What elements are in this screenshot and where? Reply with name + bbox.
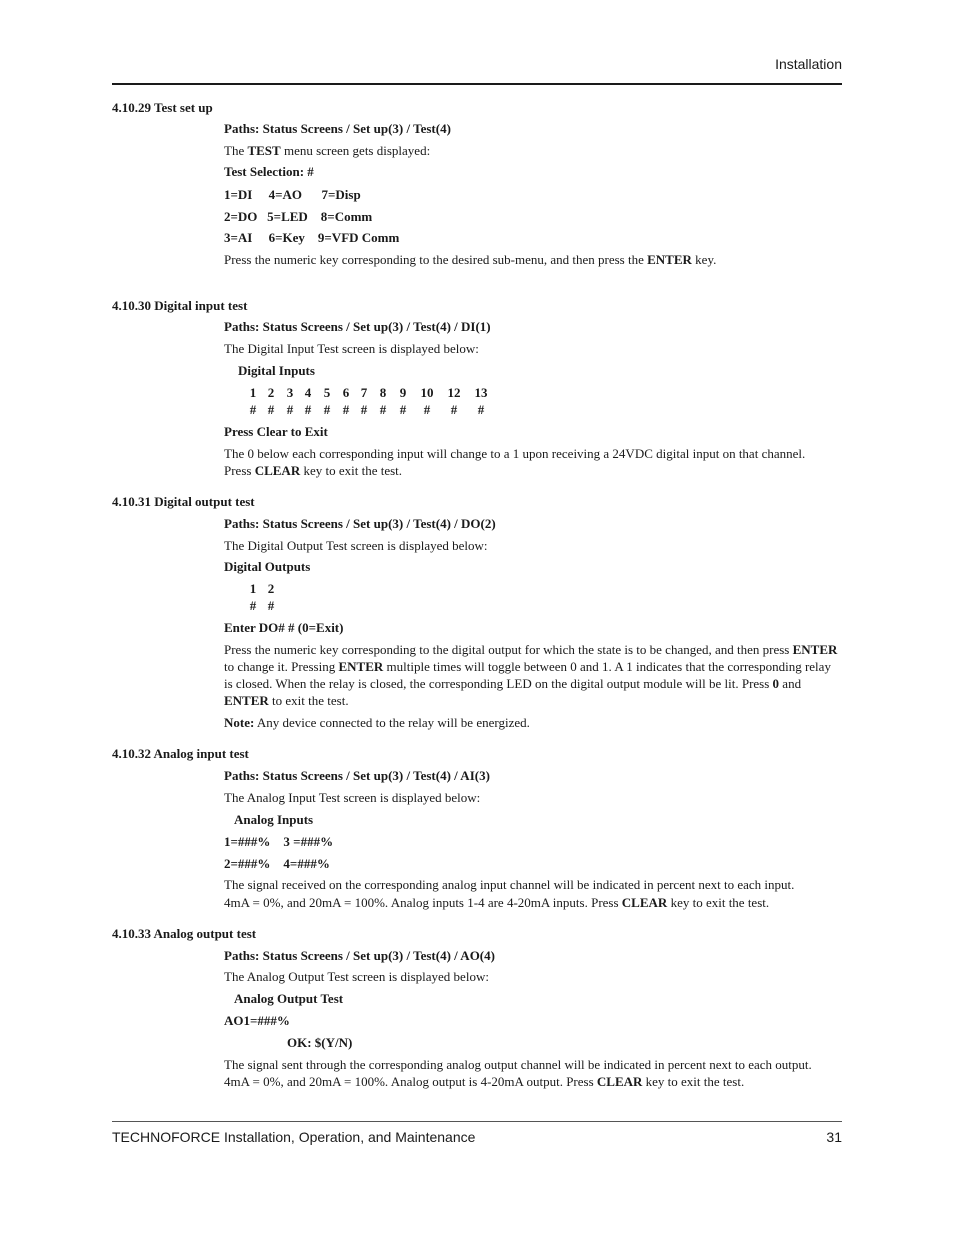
- screen-row: 2=###% 4=###%: [224, 856, 330, 871]
- channel-number: 2: [267, 581, 275, 596]
- menu-path: Paths: Status Screens / Set up(3) / Test(4): [224, 121, 451, 136]
- channel-value: #: [249, 598, 257, 613]
- entry-prompt: Enter DO# # (0=Exit): [224, 620, 344, 635]
- channel-value: #: [360, 402, 368, 417]
- channel-number: 12: [447, 385, 461, 400]
- screen-row: 2=DO 5=LED 8=Comm: [224, 209, 373, 224]
- description: The signal received on the corresponding analog input channel will be indicated in percent next to each input.: [224, 877, 795, 892]
- channel-value: #: [304, 402, 312, 417]
- intro-text: The Analog Input Test screen is displayed below:: [224, 790, 481, 805]
- channel-value: #: [423, 402, 431, 417]
- channel-value: #: [379, 402, 387, 417]
- channel-number-row: [0, 580, 954, 597]
- channel-value: #: [399, 402, 407, 417]
- menu-path: Paths: Status Screens / Set up(3) / Test(4) / DI(1): [224, 319, 491, 334]
- menu-path: Paths: Status Screens / Set up(3) / Test(4) / AI(3): [224, 768, 490, 783]
- description: 4mA = 0%, and 20mA = 100%. Analog inputs 1-4 are 4-20mA inputs. Press CLEAR key to exit the test.: [224, 895, 770, 910]
- description: The signal sent through the corresponding analog output channel will be indicated in percent next to each output.: [224, 1057, 812, 1072]
- channel-number: 4: [304, 385, 312, 400]
- intro-text: The Analog Output Test screen is displayed below:: [224, 969, 489, 984]
- menu-path: Paths: Status Screens / Set up(3) / Test(4) / AO(4): [224, 948, 495, 963]
- description: The 0 below each corresponding input will change to a 1 upon receiving a 24VDC digital input on that channel.: [224, 446, 806, 461]
- section-heading-analog-input-test: 4.10.32 Analog input test: [112, 746, 249, 761]
- channel-value: #: [450, 402, 458, 417]
- channel-number: 9: [399, 385, 407, 400]
- channel-value-row: [0, 401, 954, 418]
- description: Press the numeric key corresponding to the desired sub-menu, and then press the ENTER key.: [224, 252, 717, 267]
- section-heading-test-setup: 4.10.29 Test set up: [112, 100, 213, 115]
- channel-number: 6: [342, 385, 350, 400]
- section-heading-digital-input-test: 4.10.30 Digital input test: [112, 298, 248, 313]
- screen-title: Analog Inputs: [234, 812, 314, 827]
- exit-prompt: Press Clear to Exit: [224, 424, 328, 439]
- screen-title: Analog Output Test: [234, 991, 344, 1006]
- channel-value: #: [249, 402, 257, 417]
- ok-prompt: OK: $(Y/N): [287, 1035, 353, 1050]
- channel-number: 2: [267, 385, 275, 400]
- intro-text: The Digital Input Test screen is displayed below:: [224, 341, 479, 356]
- channel-value: #: [323, 402, 331, 417]
- screen-row: 1=DI 4=AO 7=Disp: [224, 187, 361, 202]
- note: Note: Any device connected to the relay will be energized.: [224, 715, 530, 730]
- channel-number: 8: [379, 385, 387, 400]
- channel-value: #: [267, 598, 275, 613]
- channel-value: #: [286, 402, 294, 417]
- channel-value: #: [342, 402, 350, 417]
- channel-number: 7: [360, 385, 368, 400]
- channel-number: 1: [249, 385, 257, 400]
- screen-title: Digital Inputs: [238, 363, 315, 378]
- channel-number: 13: [474, 385, 488, 400]
- screen-row: 3=AI 6=Key 9=VFD Comm: [224, 230, 400, 245]
- description: 4mA = 0%, and 20mA = 100%. Analog output is 4-20mA output. Press CLEAR key to exit the test.: [224, 1074, 745, 1089]
- channel-number: 3: [286, 385, 294, 400]
- description: Press CLEAR key to exit the test.: [224, 463, 403, 478]
- channel-value-row: [0, 597, 954, 614]
- screen-title: Digital Outputs: [224, 559, 311, 574]
- channel-value: #: [477, 402, 485, 417]
- channel-number: 5: [323, 385, 331, 400]
- channel-number: 10: [420, 385, 434, 400]
- channel-number-row: [0, 384, 954, 401]
- intro-text: The Digital Output Test screen is displayed below:: [224, 538, 488, 553]
- intro-text: The TEST menu screen gets displayed:: [224, 143, 431, 158]
- screen-row: 1=###% 3 =###%: [224, 834, 334, 849]
- screen-row: AO1=###%: [224, 1013, 290, 1028]
- description: Press the numeric key corresponding to the digital output for which the state is to be changed, and then press ENTER to change it. Pressing ENTER multiple times will toggle between 0 and 1. A 1 indicates that the corresponding relay is closed. When the relay is closed, the corresponding LED on the digital output module will be lit. Press 0 and ENTER to exit the test.: [224, 642, 838, 708]
- screen-title: Test Selection: #: [224, 164, 314, 179]
- channel-number: 1: [249, 581, 257, 596]
- channel-value: #: [267, 402, 275, 417]
- header-rule: [112, 83, 842, 85]
- running-header: Installation: [775, 56, 842, 72]
- footer-title: TECHNOFORCE Installation, Operation, and Maintenance: [112, 1129, 476, 1145]
- section-heading-analog-output-test: 4.10.33 Analog output test: [112, 926, 257, 941]
- menu-path: Paths: Status Screens / Set up(3) / Test(4) / DO(2): [224, 516, 496, 531]
- section-heading-digital-output-test: 4.10.31 Digital output test: [112, 494, 255, 509]
- footer-rule: [112, 1121, 842, 1122]
- page-number: 31: [826, 1129, 842, 1145]
